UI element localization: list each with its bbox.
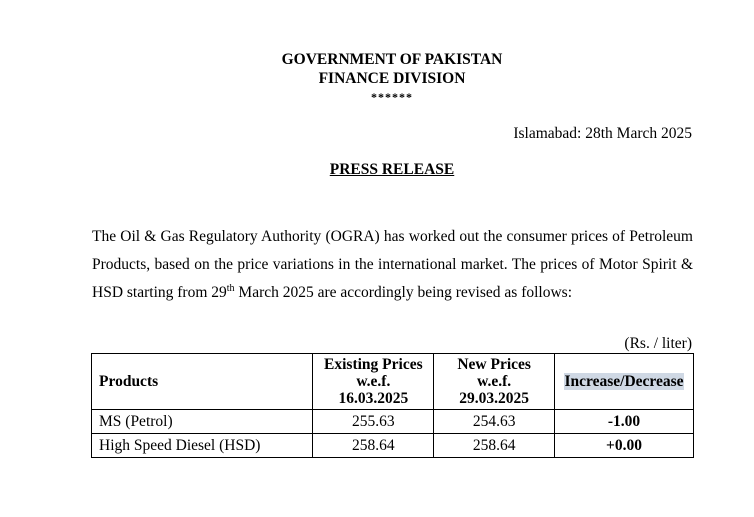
header-existing-prices [313, 354, 434, 410]
header-existing-line3: 16.03.2025 [338, 390, 409, 407]
body-text-part1: The Oil & Gas Regulatory Authority (OGRA) has worked out the consumer prices of Petroleum Products, based on the price variations in the international market. The prices of Motor Spirit & HSD starting from 29 [92, 228, 693, 301]
header-change [555, 354, 694, 410]
existing-price-cell: 258.64 [313, 434, 434, 458]
change-cell: +0.00 [555, 434, 694, 458]
header-products: Products [92, 354, 313, 410]
header-division: FINANCE DIVISION [318, 70, 466, 87]
table-row [92, 434, 694, 458]
release-date: Islamabad: 28th March 2025 [513, 125, 692, 142]
header-existing-line2: w.e.f. [356, 373, 391, 390]
new-price-cell: 254.63 [434, 410, 555, 434]
body-text-part2: March 2025 are accordingly being revised as follows: [234, 284, 572, 301]
header-government: GOVERNMENT OF PAKISTAN [281, 51, 503, 68]
press-release-title: PRESS RELEASE [329, 161, 455, 178]
unit-label: (Rs. / liter) [624, 335, 692, 352]
product-cell: MS (Petrol) [92, 410, 313, 434]
header-new-prices [434, 354, 555, 410]
change-cell: -1.00 [555, 410, 694, 434]
header-new-line2: w.e.f. [477, 373, 512, 390]
table-header-row [92, 354, 694, 410]
body-paragraph [92, 223, 693, 307]
existing-price-cell: 255.63 [313, 410, 434, 434]
header-new-line3: 29.03.2025 [459, 390, 530, 407]
header-new-line1: New Prices [457, 356, 531, 373]
header-change-label: Increase/Decrease [564, 373, 684, 390]
product-cell: High Speed Diesel (HSD) [92, 434, 313, 458]
header-existing-line1: Existing Prices [324, 356, 423, 373]
header-stars: ****** [371, 90, 413, 104]
new-price-cell: 258.64 [434, 434, 555, 458]
price-table [91, 353, 694, 458]
body-text-superscript: th [226, 282, 235, 294]
table-row [92, 410, 694, 434]
